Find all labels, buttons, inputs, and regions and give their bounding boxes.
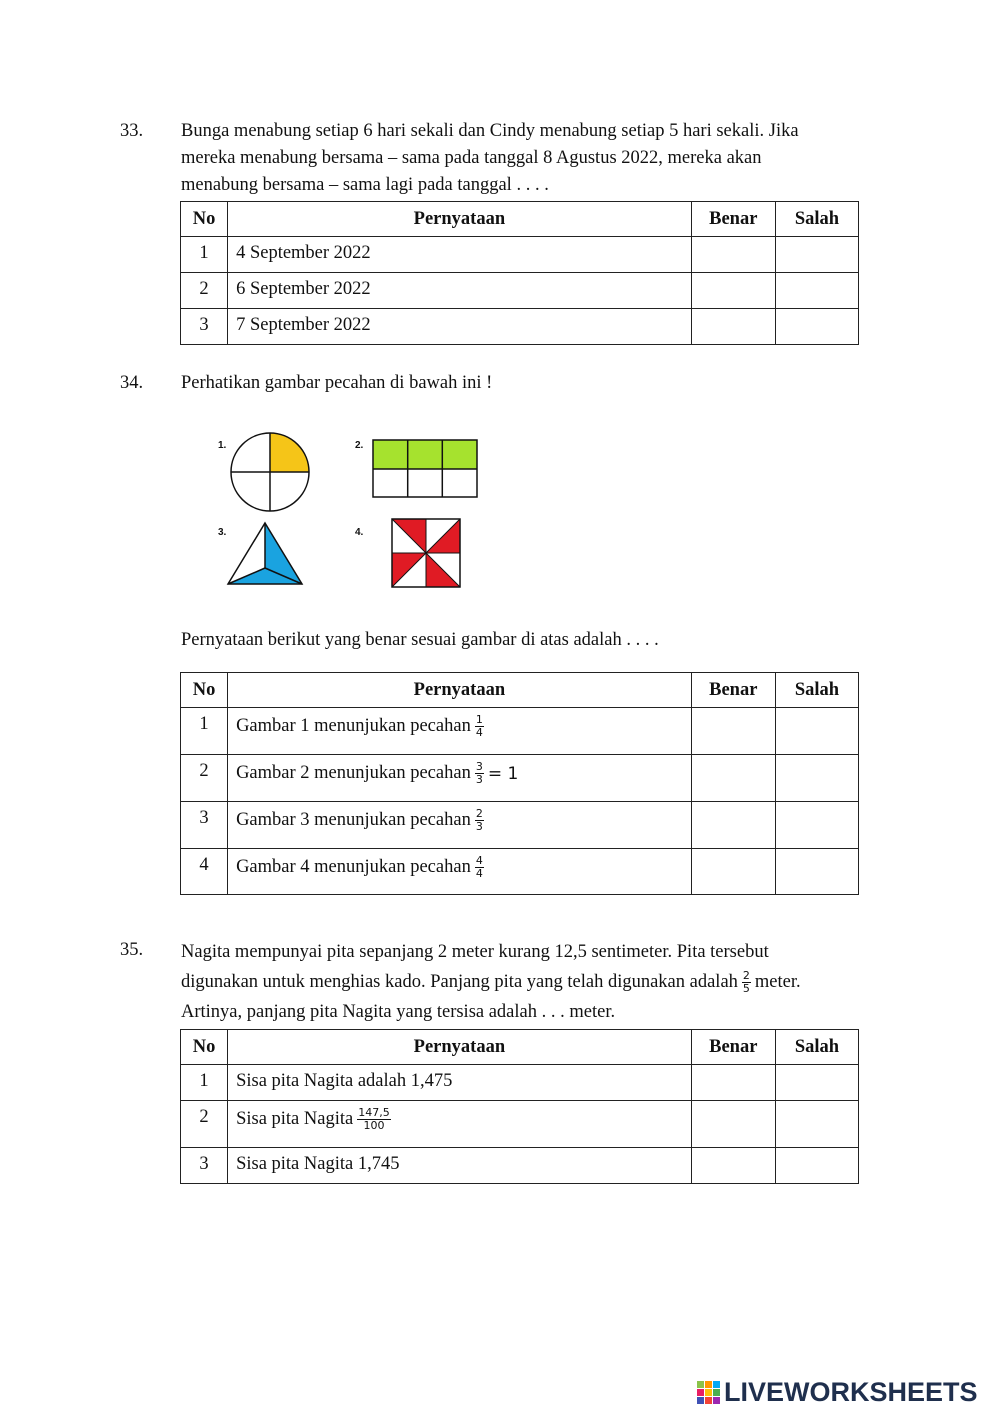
statement [228,708,692,755]
numerator: 147,5 [358,1106,390,1119]
liveworksheets-brand: LIVEWORKSHEETS [724,1377,978,1407]
question-35-line-3: Artinya, panjang pita Nagita yang tersisa adalah . . . meter. [181,1002,616,1022]
salah-cell[interactable] [775,755,858,802]
statement: Sisa pita Nagita 1,745 [228,1148,692,1184]
header-pernyataan: Pernyataan [228,673,692,708]
row-number: 1 [181,237,228,273]
line-2-suffix: meter. [754,972,801,992]
salah-cell[interactable] [775,708,858,755]
salah-cell[interactable] [775,237,858,273]
denominator: 4 [475,726,483,739]
table-row [181,1148,859,1184]
figure-3-label: 3. [218,527,227,538]
question-34-table [180,672,859,895]
benar-cell[interactable] [691,755,775,802]
row-number: 4 [181,849,228,895]
statement: Sisa pita Nagita adalah 1,475 [228,1065,692,1101]
question-35-line-1: Nagita mempunyai pita sepanjang 2 meter kurang 12,5 sentimeter. Pita tersebut [181,942,769,962]
question-35-number: 35. [120,940,144,960]
salah-cell[interactable] [775,1101,858,1148]
benar-cell[interactable] [691,1101,775,1148]
row-number: 3 [181,1148,228,1184]
question-33-line-2: mereka menabung bersama – sama pada tanggal 8 Agustus 2022, mereka akan [181,148,762,168]
row-number: 2 [181,273,228,309]
header-benar: Benar [691,202,775,237]
figure-3-triangle [226,521,304,587]
question-34-question: Pernyataan berikut yang benar sesuai gambar di atas adalah . . . . [181,630,659,650]
statement [228,802,692,849]
question-33-table [180,201,859,345]
benar-cell[interactable] [691,849,775,895]
question-35-text [181,937,871,1027]
numerator: 1 [475,713,483,726]
table-row [181,273,859,309]
figure-2-rectangle [372,439,478,499]
denominator: 5 [742,982,750,996]
question-35-line-2 [181,967,871,997]
header-pernyataan: Pernyataan [228,202,692,237]
table-row [181,755,859,802]
fraction-two-fifths [742,970,751,995]
row-number: 1 [181,1065,228,1101]
statement-text: Gambar 3 menunjukan pecahan [236,809,471,830]
salah-cell[interactable] [775,802,858,849]
fraction [475,761,484,786]
statement-text: Gambar 2 menunjukan pecahan [236,762,471,783]
benar-cell[interactable] [691,708,775,755]
header-benar: Benar [691,1030,775,1065]
denominator: 100 [363,1119,385,1132]
row-number: 2 [181,1101,228,1148]
header-no: No [181,1030,228,1065]
statement [228,1101,692,1148]
header-salah: Salah [775,673,858,708]
header-no: No [181,673,228,708]
liveworksheets-logo-icon [697,1381,721,1405]
statement [228,755,692,802]
figure-1-circle [229,431,311,513]
numerator: 4 [475,854,483,867]
benar-cell[interactable] [691,273,775,309]
table-row [181,237,859,273]
figure-1-label: 1. [218,440,227,451]
benar-cell[interactable] [691,237,775,273]
statement-text: Gambar 4 menunjukan pecahan [236,856,471,877]
salah-cell[interactable] [775,309,858,345]
denominator: 4 [475,867,483,880]
row-number: 2 [181,755,228,802]
table-row [181,1101,859,1148]
question-33-line-3: menabung bersama – sama lagi pada tanggal . . . . [181,175,549,195]
fraction [475,855,484,880]
denominator: 3 [475,773,483,786]
question-33-number: 33. [120,121,144,141]
numerator: 3 [475,760,483,773]
row-number: 3 [181,309,228,345]
table-row [181,802,859,849]
question-35-table [180,1029,859,1184]
question-33-line-1: Bunga menabung setiap 6 hari sekali dan Cindy menabung setiap 5 hari sekali. Jika [181,121,799,141]
statement: 7 September 2022 [228,309,692,345]
salah-cell[interactable] [775,273,858,309]
row-number: 3 [181,802,228,849]
denominator: 3 [475,820,483,833]
fraction [357,1107,391,1132]
table-row [181,708,859,755]
benar-cell[interactable] [691,1065,775,1101]
header-pernyataan: Pernyataan [228,1030,692,1065]
table-row [181,309,859,345]
liveworksheets-logo [697,1377,978,1408]
table-row [181,1065,859,1101]
table-row [181,849,859,895]
figure-4-label: 4. [355,527,364,538]
benar-cell[interactable] [691,802,775,849]
figure-4-square [391,518,461,588]
benar-cell[interactable] [691,1148,775,1184]
fraction [475,808,484,833]
row-number: 1 [181,708,228,755]
benar-cell[interactable] [691,309,775,345]
equals-one: = 1 [487,763,519,784]
salah-cell[interactable] [775,849,858,895]
salah-cell[interactable] [775,1065,858,1101]
header-salah: Salah [775,202,858,237]
statement-text: Sisa pita Nagita [236,1108,354,1129]
numerator: 2 [475,807,483,820]
line-2-text: digunakan untuk menghias kado. Panjang pita yang telah digunakan adalah [181,972,738,992]
salah-cell[interactable] [775,1148,858,1184]
question-33-text [181,118,871,199]
header-salah: Salah [775,1030,858,1065]
figure-2-label: 2. [355,440,364,451]
numerator: 2 [742,969,750,983]
question-34-number: 34. [120,373,144,393]
statement-text: Gambar 1 menunjukan pecahan [236,715,471,736]
header-benar: Benar [691,673,775,708]
statement: 4 September 2022 [228,237,692,273]
statement: 6 September 2022 [228,273,692,309]
header-no: No [181,202,228,237]
fraction [475,714,484,739]
statement [228,849,692,895]
fraction-figures [205,425,505,595]
question-34-intro: Perhatikan gambar pecahan di bawah ini ! [181,373,493,393]
